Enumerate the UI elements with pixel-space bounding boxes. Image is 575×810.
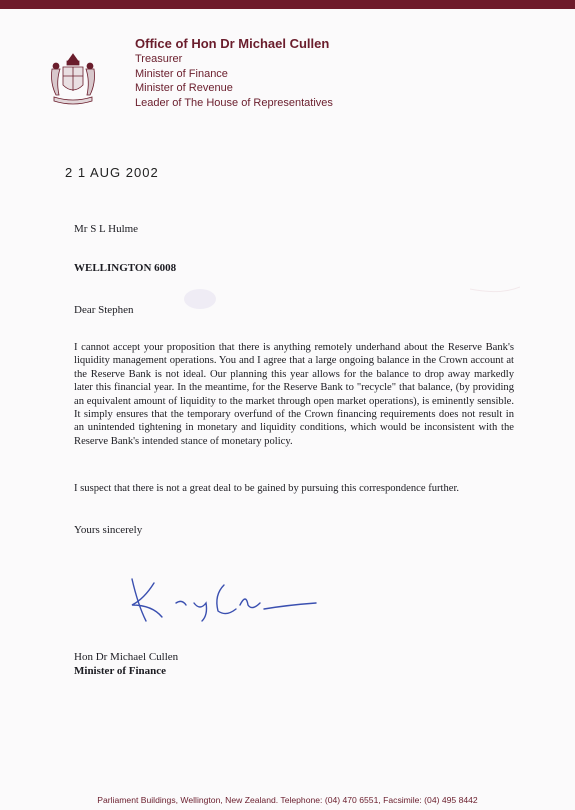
body-paragraph-2: I suspect that there is not a great deal to be gained by pursuing this correspondence further. — [74, 483, 460, 494]
salutation: Dear Stephen — [74, 304, 134, 316]
top-border-bar — [0, 0, 575, 9]
footer-address: Parliament Buildings, Wellington, New Zealand. Telephone: (04) 470 6551, Facsimile: (04) 495 8442 — [97, 795, 478, 805]
role-leader-house: Leader of The House of Representatives — [135, 96, 333, 109]
signer-title: Minister of Finance — [74, 665, 167, 677]
letterhead — [135, 36, 333, 110]
coat-of-arms-icon — [46, 51, 100, 107]
date-stamp: 2 1 AUG 2002 — [65, 165, 159, 180]
office-name: Office of Hon Dr Michael Cullen — [135, 36, 330, 51]
signer-name: Hon Dr Michael Cullen — [74, 651, 179, 663]
handwritten-signature — [128, 575, 328, 625]
role-minister-finance: Minister of Finance — [135, 67, 228, 80]
signer-block — [74, 650, 178, 678]
recipient-name: Mr S L Hulme — [74, 223, 139, 235]
role-minister-revenue: Minister of Revenue — [135, 82, 233, 94]
closing: Yours sincerely — [74, 524, 143, 536]
faint-background-mark — [130, 285, 520, 325]
body-paragraph-1: I cannot accept your proposition that there is anything remotely underhand about the Reserve Bank's liquidity management operations. You and I agree that a large ongoing balance in the Crown account at the Reserve Bank is not ideal. Our planning this year allows for the balance to drop away markedly later this financial year. In the meantime, for the Reserve Bank to "recycle" that balance, (by providing an equivalent amount of liquidity to the market through open market operations), is eminently sensible. It simply ensures that the temporary overfund of the Crown financing requirements does not result in an unintended tightening in monetary and liquidity conditions, which would be inconsistent with the Reserve Bank's intended stance of monetary policy. — [74, 342, 514, 447]
recipient-city: WELLINGTON 6008 — [74, 262, 177, 274]
role-treasurer: Treasurer — [135, 53, 183, 65]
